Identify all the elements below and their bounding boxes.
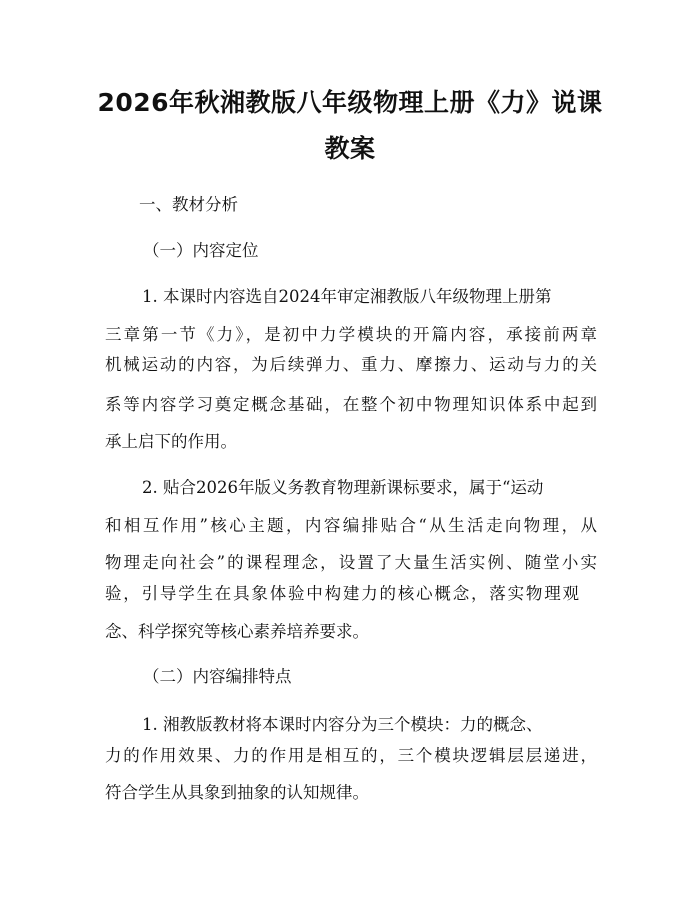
paragraph-3-line-2: 力的作用效果、力的作用是相互的，三个模块逻辑层层递进，: [105, 746, 597, 765]
subsection-heading-content-arrangement: （二）内容编排特点: [143, 667, 292, 686]
paragraph-1-line-4: 系等内容学习奠定概念基础，在整个初中物理知识体系中起到: [105, 395, 597, 414]
paragraph-3-line-1: 1. 湘教版教材将本课时内容分为三个模块：力的概念、: [142, 715, 543, 734]
paragraph-1-line-2: 三章第一节《力》，是初中力学模块的开篇内容，承接前两章: [105, 325, 597, 344]
document-title-line-2: 教案: [324, 134, 376, 163]
paragraph-2-line-5: 念、科学探究等核心素养培养要求。: [105, 622, 369, 641]
paragraph-2-line-2: 和相互作用”核心主题，内容编排贴合“从生活走向物理，从: [105, 516, 597, 535]
paragraph-1-line-5: 承上启下的作用。: [105, 432, 237, 451]
document-title-line-1: 2026年秋湘教版八年级物理上册《力》说课: [97, 88, 603, 117]
paragraph-2-line-4: 验，引导学生在具象体验中构建力的核心概念，落实物理观: [105, 584, 579, 603]
subsection-heading-content-positioning: （一）内容定位: [143, 241, 259, 260]
section-heading-teaching-material-analysis: 一、教材分析: [139, 195, 238, 214]
paragraph-3-line-3: 符合学生从具象到抽象的认知规律。: [105, 783, 369, 802]
paragraph-2-line-3: 物理走向社会”的课程理念，设置了大量生活实例、随堂小实: [105, 553, 597, 572]
paragraph-2-line-1: 2. 贴合2026年版义务教育物理新课标要求，属于“运动: [142, 478, 544, 497]
paragraph-1-line-1: 1. 本课时内容选自2024年审定湘教版八年级物理上册第: [142, 287, 552, 306]
paragraph-1-line-3: 机械运动的内容，为后续弹力、重力、摩擦力、运动与力的关: [105, 355, 597, 374]
